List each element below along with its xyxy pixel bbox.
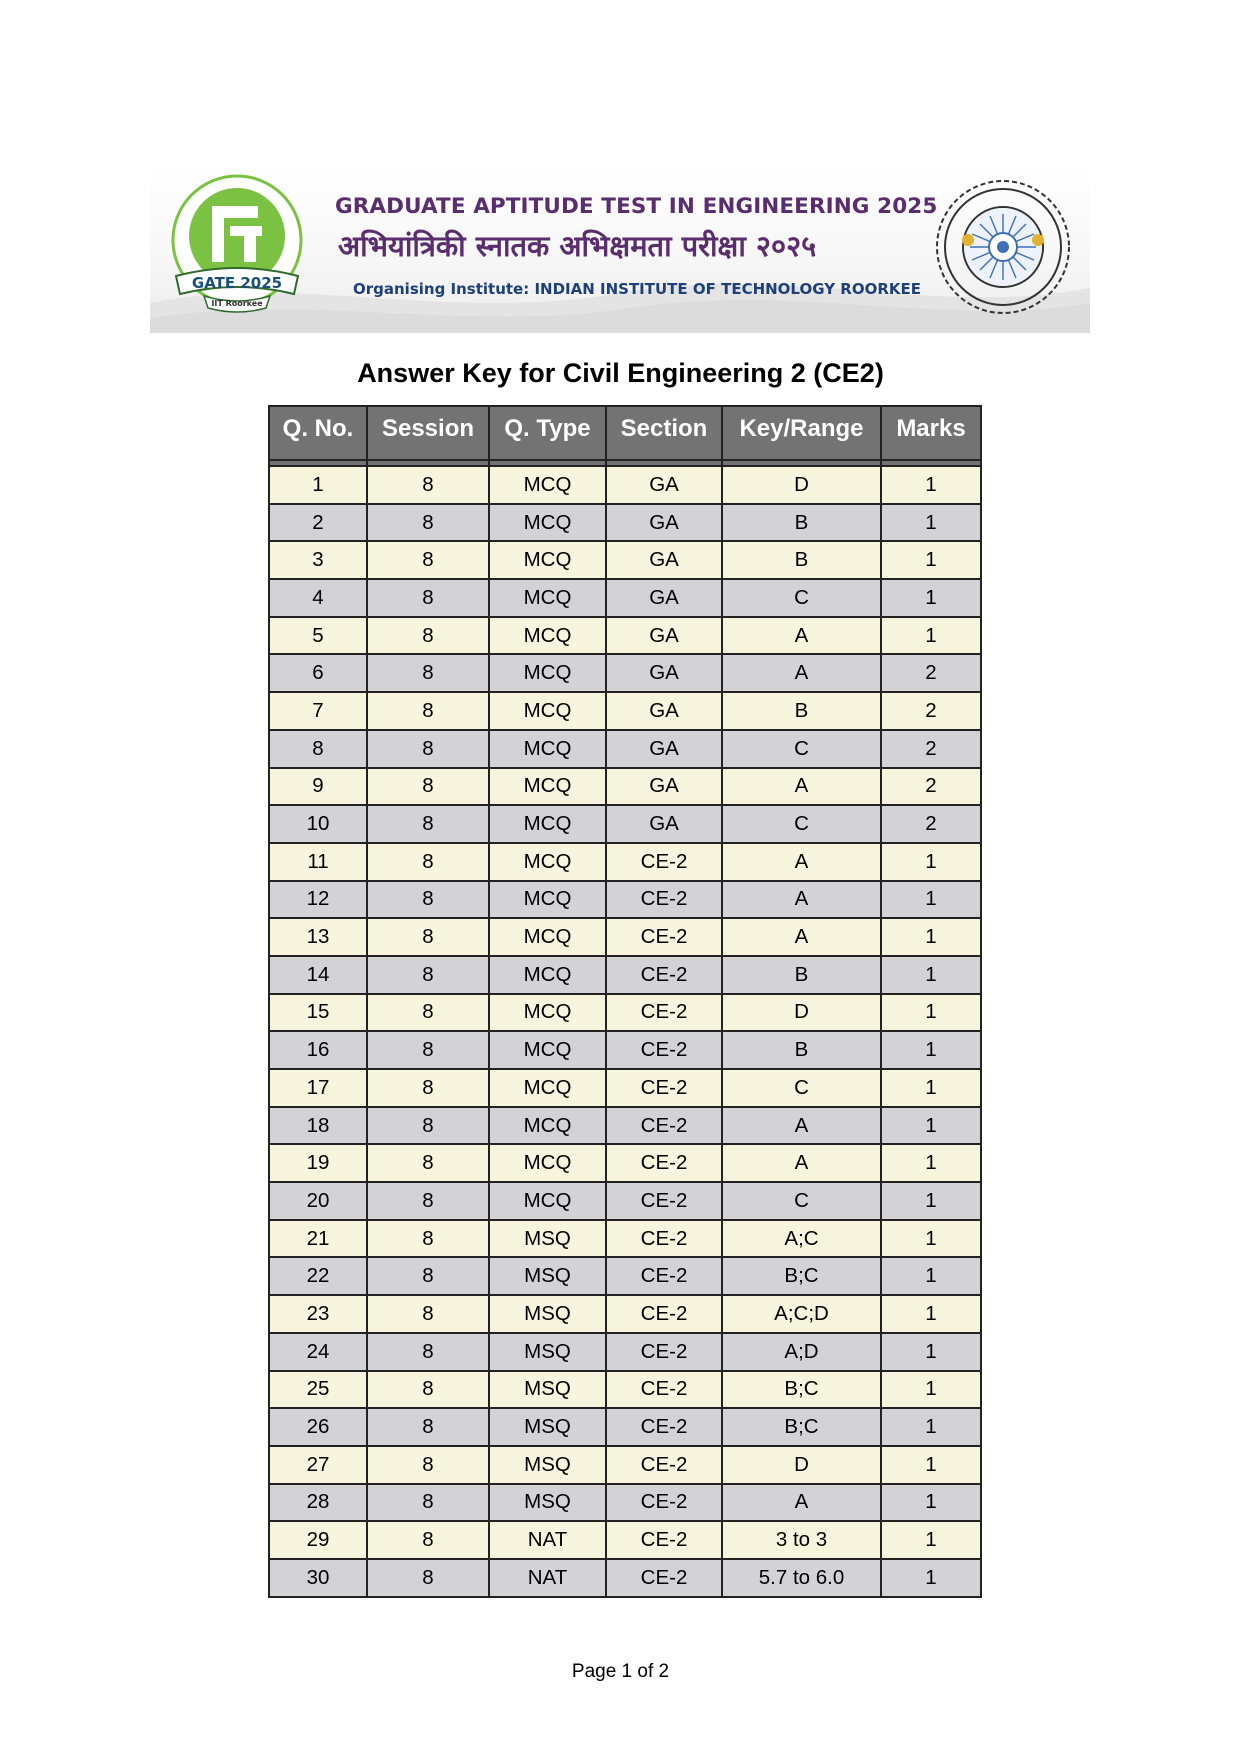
table-cell: MSQ <box>489 1220 606 1258</box>
table-cell: B <box>722 692 881 730</box>
table-cell: CE-2 <box>606 1371 722 1409</box>
table-cell: 1 <box>881 918 981 956</box>
table-row <box>269 1031 981 1069</box>
table-cell: CE-2 <box>606 1144 722 1182</box>
table-cell: MCQ <box>489 1069 606 1107</box>
table-row <box>269 1521 981 1559</box>
table-row <box>269 730 981 768</box>
table-cell: B;C <box>722 1371 881 1409</box>
table-cell: 25 <box>269 1371 367 1409</box>
table-cell: 8 <box>367 1559 489 1597</box>
table-cell: A <box>722 654 881 692</box>
table-cell: 8 <box>367 918 489 956</box>
table-cell: C <box>722 805 881 843</box>
table-cell: A;C <box>722 1220 881 1258</box>
page-number: Page 1 of 2 <box>571 1661 670 1682</box>
header-banner <box>150 168 1090 333</box>
table-row <box>269 617 981 655</box>
table-cell: 8 <box>367 617 489 655</box>
column-header: Key/Range <box>722 406 881 460</box>
table-cell: 1 <box>881 881 981 919</box>
table-cell: 2 <box>269 504 367 542</box>
banner-hindi-title: अभियांत्रिकी स्नातक अभिक्षमता परीक्षा २०२५ <box>338 229 817 263</box>
table-cell: 18 <box>269 1107 367 1145</box>
table-cell: MCQ <box>489 956 606 994</box>
banner-organiser: Organising Institute: INDIAN INSTITUTE OF TECHNOLOGY ROORKEE <box>353 280 921 298</box>
table-cell: 8 <box>367 843 489 881</box>
table-cell: 1 <box>881 1446 981 1484</box>
table-cell: A <box>722 768 881 806</box>
table-cell: MCQ <box>489 768 606 806</box>
table-cell: 8 <box>367 1408 489 1446</box>
table-cell: 1 <box>881 1559 981 1597</box>
table-cell: 14 <box>269 956 367 994</box>
table-cell: 8 <box>367 1295 489 1333</box>
table-cell: CE-2 <box>606 1484 722 1522</box>
table-cell: MCQ <box>489 504 606 542</box>
table-cell: D <box>722 994 881 1032</box>
table-cell: GA <box>606 654 722 692</box>
table-cell: MSQ <box>489 1257 606 1295</box>
table-cell: 1 <box>881 1408 981 1446</box>
table-cell: C <box>722 730 881 768</box>
table-cell: 5.7 to 6.0 <box>722 1559 881 1597</box>
table-cell: 3 to 3 <box>722 1521 881 1559</box>
table-cell: CE-2 <box>606 1446 722 1484</box>
table-cell: 1 <box>881 1069 981 1107</box>
table-cell: 1 <box>881 1257 981 1295</box>
table-cell: GA <box>606 466 722 504</box>
table-cell: 1 <box>881 1521 981 1559</box>
table-cell: CE-2 <box>606 1220 722 1258</box>
table-cell: 1 <box>881 956 981 994</box>
table-row <box>269 1371 981 1409</box>
table-cell: MCQ <box>489 1182 606 1220</box>
table-cell: 8 <box>367 579 489 617</box>
table-cell: 24 <box>269 1333 367 1371</box>
table-cell: 8 <box>367 1144 489 1182</box>
table-cell: MSQ <box>489 1408 606 1446</box>
table-cell: 8 <box>367 466 489 504</box>
table-cell: 8 <box>367 1107 489 1145</box>
table-cell: 1 <box>881 1484 981 1522</box>
table-cell: 1 <box>881 504 981 542</box>
table-cell: MCQ <box>489 881 606 919</box>
gate-2025-logo <box>162 172 312 322</box>
column-header: Session <box>367 406 489 460</box>
table-body <box>269 460 981 1597</box>
table-cell: 12 <box>269 881 367 919</box>
table-cell: NAT <box>489 1559 606 1597</box>
table-row <box>269 1408 981 1446</box>
table-cell: GA <box>606 730 722 768</box>
table-cell: 8 <box>367 881 489 919</box>
svg-text:GATE 2025: GATE 2025 <box>191 274 283 292</box>
table-cell: MSQ <box>489 1333 606 1371</box>
table-cell: A <box>722 1484 881 1522</box>
table-cell: 29 <box>269 1521 367 1559</box>
table-header-row <box>269 406 981 460</box>
table-cell: MCQ <box>489 1107 606 1145</box>
table-cell: 7 <box>269 692 367 730</box>
table-cell: CE-2 <box>606 1257 722 1295</box>
table-cell: 2 <box>881 768 981 806</box>
table-cell: 1 <box>881 579 981 617</box>
table-cell: 8 <box>367 1031 489 1069</box>
table-cell: 8 <box>367 1182 489 1220</box>
table-cell: CE-2 <box>606 918 722 956</box>
table-cell: MCQ <box>489 541 606 579</box>
table-cell: 8 <box>367 1484 489 1522</box>
table-row <box>269 1446 981 1484</box>
table-cell: MSQ <box>489 1371 606 1409</box>
table-cell: CE-2 <box>606 1521 722 1559</box>
table-cell: 6 <box>269 654 367 692</box>
table-cell: CE-2 <box>606 1031 722 1069</box>
table-cell: CE-2 <box>606 843 722 881</box>
table-cell: 11 <box>269 843 367 881</box>
table-cell: 4 <box>269 579 367 617</box>
table-cell: 13 <box>269 918 367 956</box>
table-row <box>269 1144 981 1182</box>
column-header: Section <box>606 406 722 460</box>
table-cell: CE-2 <box>606 956 722 994</box>
table-cell: A <box>722 1144 881 1182</box>
table-cell: 8 <box>367 994 489 1032</box>
table-row <box>269 956 981 994</box>
table-cell: 8 <box>367 1371 489 1409</box>
table-cell: 8 <box>269 730 367 768</box>
table-cell: GA <box>606 541 722 579</box>
table-row <box>269 1484 981 1522</box>
table-row <box>269 1182 981 1220</box>
table-cell: 8 <box>367 956 489 994</box>
table-cell: CE-2 <box>606 881 722 919</box>
table-cell: CE-2 <box>606 1069 722 1107</box>
table-cell: 2 <box>881 692 981 730</box>
column-header: Q. No. <box>269 406 367 460</box>
table-cell: MCQ <box>489 579 606 617</box>
table-cell: 1 <box>881 1031 981 1069</box>
table-cell: 1 <box>881 1144 981 1182</box>
table-cell: 8 <box>367 1521 489 1559</box>
column-header: Q. Type <box>489 406 606 460</box>
table-row <box>269 654 981 692</box>
table-cell: 16 <box>269 1031 367 1069</box>
table-cell: 10 <box>269 805 367 843</box>
table-row <box>269 579 981 617</box>
table-cell: 1 <box>881 1333 981 1371</box>
table-cell: 19 <box>269 1144 367 1182</box>
table-cell: 1 <box>881 617 981 655</box>
table-cell: 8 <box>367 541 489 579</box>
table-cell: CE-2 <box>606 994 722 1032</box>
table-cell: 8 <box>367 1069 489 1107</box>
table-cell: A <box>722 617 881 655</box>
table-cell: MCQ <box>489 730 606 768</box>
table-cell: MSQ <box>489 1484 606 1522</box>
table-cell: MCQ <box>489 692 606 730</box>
table-cell: 26 <box>269 1408 367 1446</box>
table-cell: 1 <box>881 1182 981 1220</box>
table-cell: D <box>722 1446 881 1484</box>
table-cell: CE-2 <box>606 1408 722 1446</box>
table-cell: B <box>722 956 881 994</box>
table-cell: GA <box>606 617 722 655</box>
table-cell: C <box>722 1182 881 1220</box>
table-cell: 8 <box>367 1333 489 1371</box>
table-cell: MCQ <box>489 843 606 881</box>
table-cell: 8 <box>367 730 489 768</box>
table-cell: CE-2 <box>606 1333 722 1371</box>
table-cell: GA <box>606 805 722 843</box>
table-cell: 28 <box>269 1484 367 1522</box>
table-cell: A <box>722 1107 881 1145</box>
table-row <box>269 1220 981 1258</box>
table-row <box>269 1559 981 1597</box>
table-cell: GA <box>606 579 722 617</box>
table-row <box>269 1295 981 1333</box>
table-cell: 1 <box>881 994 981 1032</box>
table-cell: 27 <box>269 1446 367 1484</box>
svg-text:IIT Roorkee: IIT Roorkee <box>211 299 263 308</box>
banner-title: GRADUATE APTITUDE TEST IN ENGINEERING 2025 <box>335 194 938 219</box>
table-cell: D <box>722 466 881 504</box>
table-cell: CE-2 <box>606 1295 722 1333</box>
table-row <box>269 843 981 881</box>
table-cell: MCQ <box>489 617 606 655</box>
table-cell: 30 <box>269 1559 367 1597</box>
table-cell: 2 <box>881 805 981 843</box>
table-cell: 17 <box>269 1069 367 1107</box>
table-cell: 1 <box>881 541 981 579</box>
table-cell: GA <box>606 504 722 542</box>
table-cell: B;C <box>722 1408 881 1446</box>
table-row <box>269 768 981 806</box>
table-cell: 23 <box>269 1295 367 1333</box>
table-cell: C <box>722 579 881 617</box>
table-cell: CE-2 <box>606 1182 722 1220</box>
table-cell: 2 <box>881 730 981 768</box>
table-cell: 2 <box>881 654 981 692</box>
table-cell: 8 <box>367 768 489 806</box>
column-header: Marks <box>881 406 981 460</box>
table-cell: CE-2 <box>606 1559 722 1597</box>
table-cell: NAT <box>489 1521 606 1559</box>
table-cell: MCQ <box>489 466 606 504</box>
table-row <box>269 692 981 730</box>
table-cell: 8 <box>367 1257 489 1295</box>
table-cell: 9 <box>269 768 367 806</box>
table-cell: CE-2 <box>606 1107 722 1145</box>
table-cell: 1 <box>881 1371 981 1409</box>
iit-roorkee-seal <box>928 172 1078 322</box>
table-cell: MCQ <box>489 654 606 692</box>
table-row <box>269 881 981 919</box>
table-cell: 5 <box>269 617 367 655</box>
table-cell: MCQ <box>489 1144 606 1182</box>
table-row <box>269 1107 981 1145</box>
table-cell: 8 <box>367 1220 489 1258</box>
table-cell: GA <box>606 692 722 730</box>
table-row <box>269 1333 981 1371</box>
table-cell: MSQ <box>489 1295 606 1333</box>
table-row <box>269 805 981 843</box>
table-cell: B <box>722 1031 881 1069</box>
table-cell: 1 <box>881 843 981 881</box>
table-cell: MCQ <box>489 1031 606 1069</box>
table-row <box>269 918 981 956</box>
table-cell: B <box>722 504 881 542</box>
page-title: Answer Key for Civil Engineering 2 (CE2) <box>357 358 884 388</box>
table-row <box>269 504 981 542</box>
table-row <box>269 1069 981 1107</box>
table-cell: MCQ <box>489 918 606 956</box>
table-cell: 3 <box>269 541 367 579</box>
answer-key-table <box>268 405 982 1598</box>
table-cell: 8 <box>367 1446 489 1484</box>
table-cell: 8 <box>367 805 489 843</box>
table-cell: A <box>722 918 881 956</box>
table-row <box>269 1257 981 1295</box>
table-cell: 1 <box>881 1107 981 1145</box>
table-cell: MCQ <box>489 805 606 843</box>
table-row <box>269 541 981 579</box>
table-cell: 1 <box>881 1220 981 1258</box>
table-cell: B <box>722 541 881 579</box>
table-cell: GA <box>606 768 722 806</box>
table-cell: A;D <box>722 1333 881 1371</box>
table-cell: 1 <box>881 1295 981 1333</box>
table-cell: A;C;D <box>722 1295 881 1333</box>
table-cell: 20 <box>269 1182 367 1220</box>
table-cell: 8 <box>367 504 489 542</box>
table-cell: 8 <box>367 692 489 730</box>
table-cell: 22 <box>269 1257 367 1295</box>
table-cell: 21 <box>269 1220 367 1258</box>
table-cell: B;C <box>722 1257 881 1295</box>
table-cell: MSQ <box>489 1446 606 1484</box>
table-cell: 1 <box>269 466 367 504</box>
table-cell: MCQ <box>489 994 606 1032</box>
table-cell: A <box>722 843 881 881</box>
table-cell: 8 <box>367 654 489 692</box>
table-row <box>269 466 981 504</box>
table-cell: C <box>722 1069 881 1107</box>
table-cell: A <box>722 881 881 919</box>
table-cell: 15 <box>269 994 367 1032</box>
table-row <box>269 994 981 1032</box>
table-cell: 1 <box>881 466 981 504</box>
